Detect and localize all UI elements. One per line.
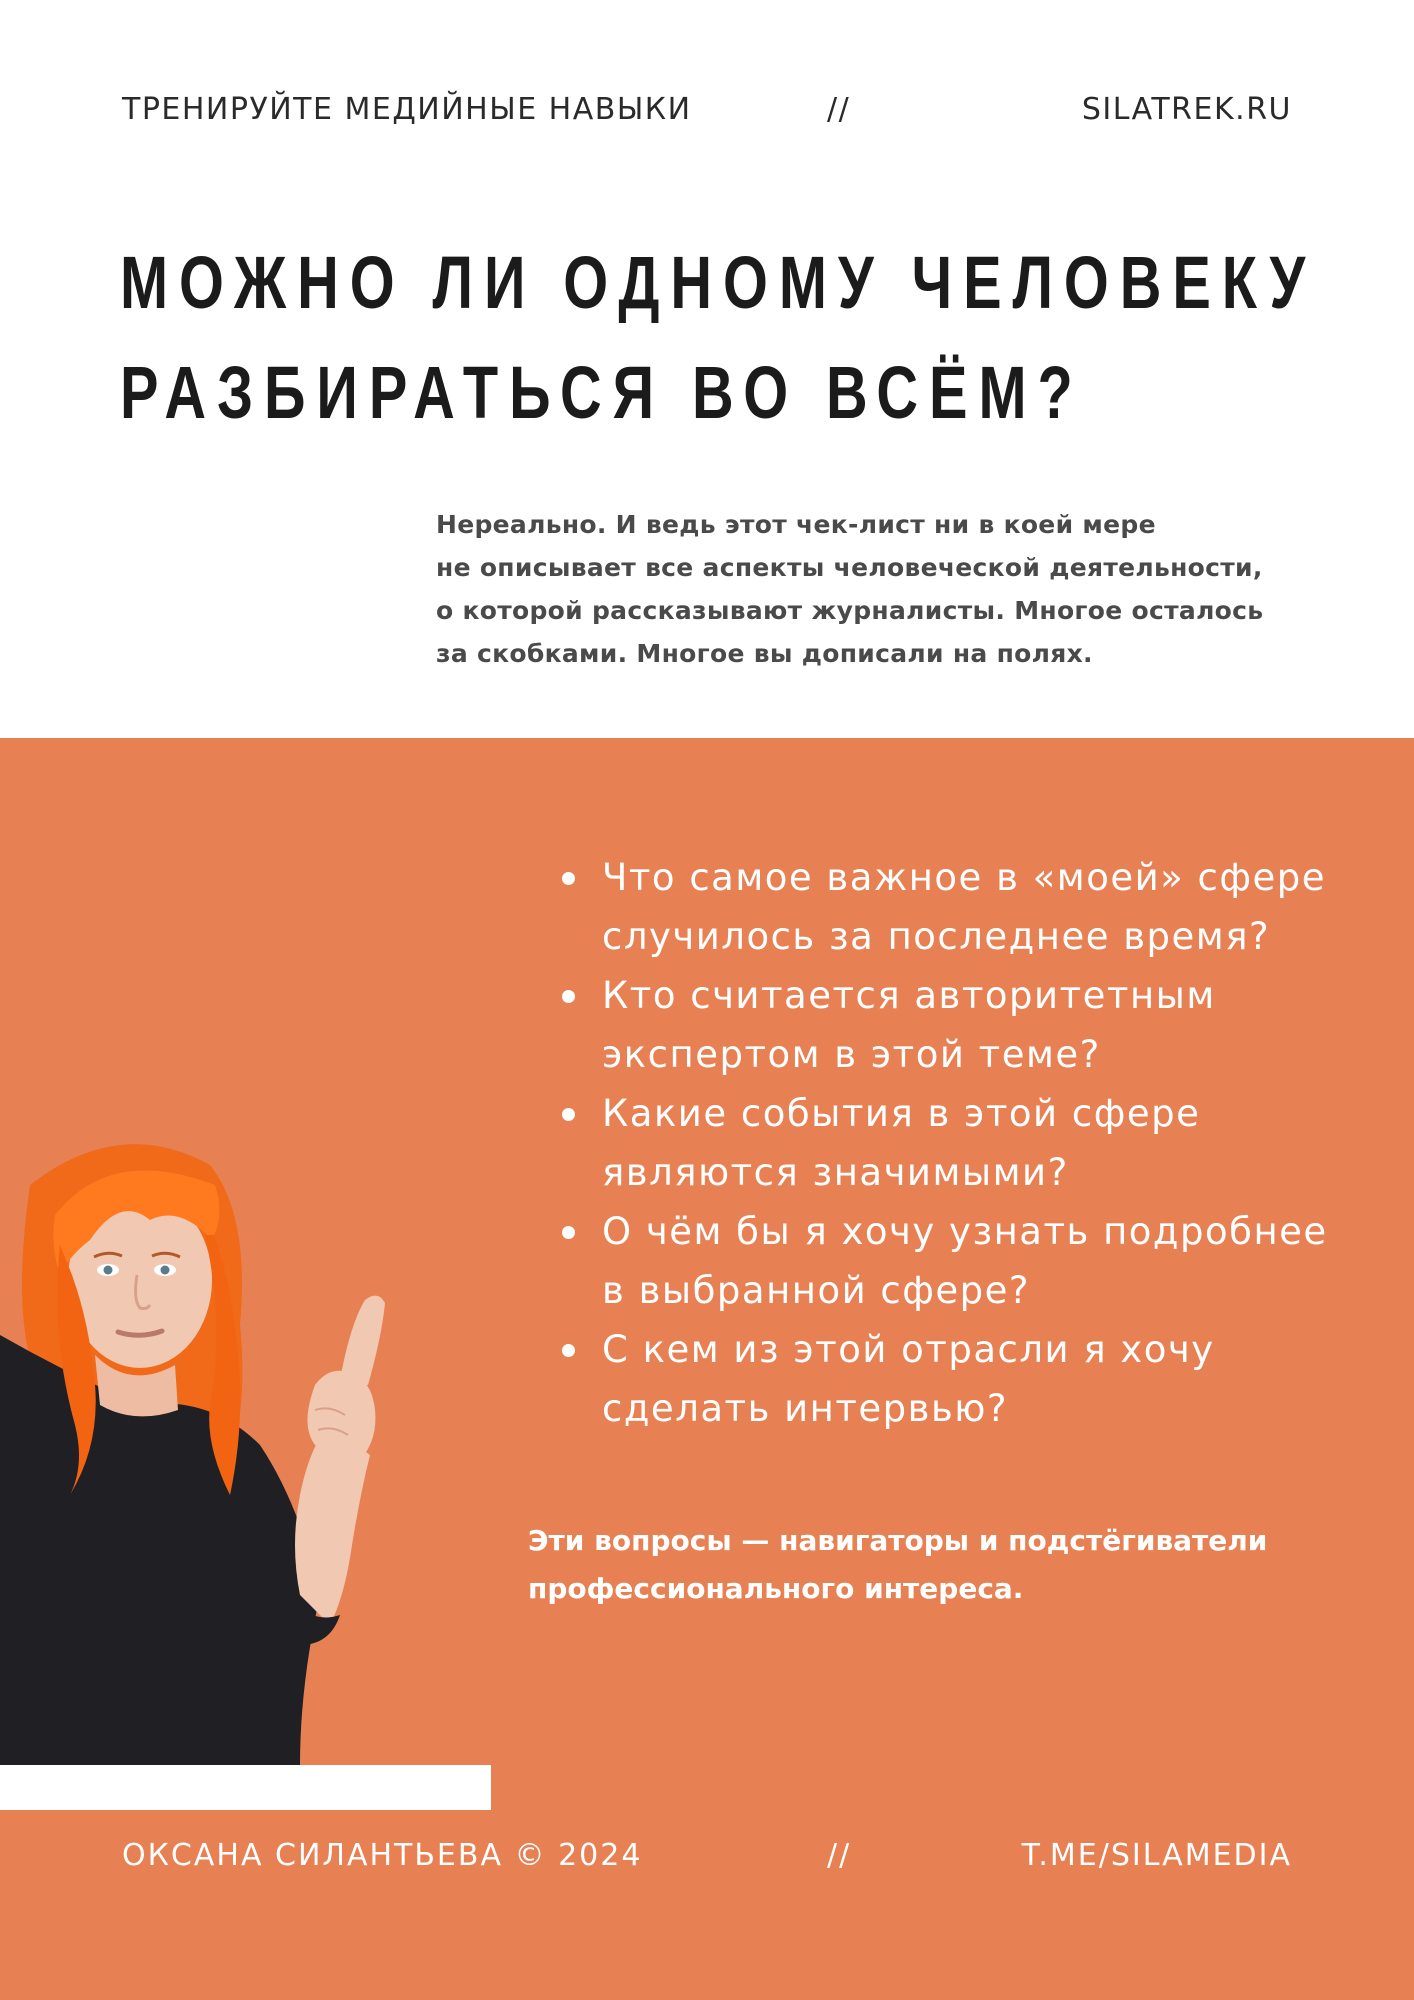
question-line: Кто считается авторитетным (602, 974, 1216, 1017)
header-tagline: ТРЕНИРУЙТЕ МЕДИЙНЫЕ НАВЫКИ (122, 92, 692, 127)
bullet-icon (562, 1226, 575, 1239)
intro-paragraph (436, 503, 1306, 675)
intro-line: не описывает все аспекты человеческой деятельности, (436, 553, 1263, 582)
author-illustration (0, 1125, 430, 1765)
question-list (556, 848, 1376, 1438)
closing-note (528, 1517, 1348, 1613)
page-title-line: РАЗБИРАТЬСЯ ВО ВСЁМ? (120, 351, 1084, 434)
white-strip-divider (0, 1765, 491, 1810)
footer-separator: // (827, 1838, 852, 1873)
question-line: в выбранной сфере? (602, 1269, 1031, 1312)
question-line: являются значимыми? (602, 1151, 1069, 1194)
intro-line: за скобками. Многое вы дописали на полях. (436, 639, 1093, 668)
question-line: случилось за последнее время? (602, 915, 1271, 958)
question-line: Какие события в этой сфере (602, 1092, 1201, 1135)
closing-note-line: профессионального интереса. (528, 1572, 1024, 1605)
intro-line: Нереально. И ведь этот чек-лист ни в коей мере (436, 510, 1156, 539)
list-item (556, 1320, 1376, 1438)
intro-line: о которой рассказывают журналисты. Многое осталось (436, 596, 1264, 625)
footer-copyright: ОКСАНА СИЛАНТЬЕВА © 2024 (122, 1838, 643, 1873)
author-photo (0, 1125, 430, 1765)
list-item (556, 848, 1376, 966)
bullet-icon (562, 1344, 575, 1357)
bullet-icon (562, 872, 575, 885)
question-line: Что самое важное в «моей» сфере (602, 856, 1327, 899)
question-line: экспертом в этой теме? (602, 1033, 1101, 1076)
bullet-icon (562, 1108, 575, 1121)
header-site-link[interactable]: SILATREK.RU (1081, 92, 1292, 127)
bullet-icon (562, 990, 575, 1003)
closing-note-line: Эти вопросы — навигаторы и подстёгиватели (528, 1524, 1268, 1557)
footer (122, 1838, 1292, 1882)
list-item (556, 1202, 1376, 1320)
page-title (120, 228, 1317, 448)
question-line: сделать интервью? (602, 1387, 1009, 1430)
list-item (556, 966, 1376, 1084)
page-title-line: МОЖНО ЛИ ОДНОМУ ЧЕЛОВЕКУ (120, 241, 1317, 324)
question-line: С кем из этой отрасли я хочу (602, 1328, 1215, 1371)
list-item (556, 1084, 1376, 1202)
question-line: О чём бы я хочу узнать подробнее (602, 1210, 1328, 1253)
footer-telegram-link[interactable]: T.ME/SILAMEDIA (1021, 1838, 1292, 1873)
header-separator: // (827, 92, 851, 127)
top-bar (122, 92, 1292, 136)
